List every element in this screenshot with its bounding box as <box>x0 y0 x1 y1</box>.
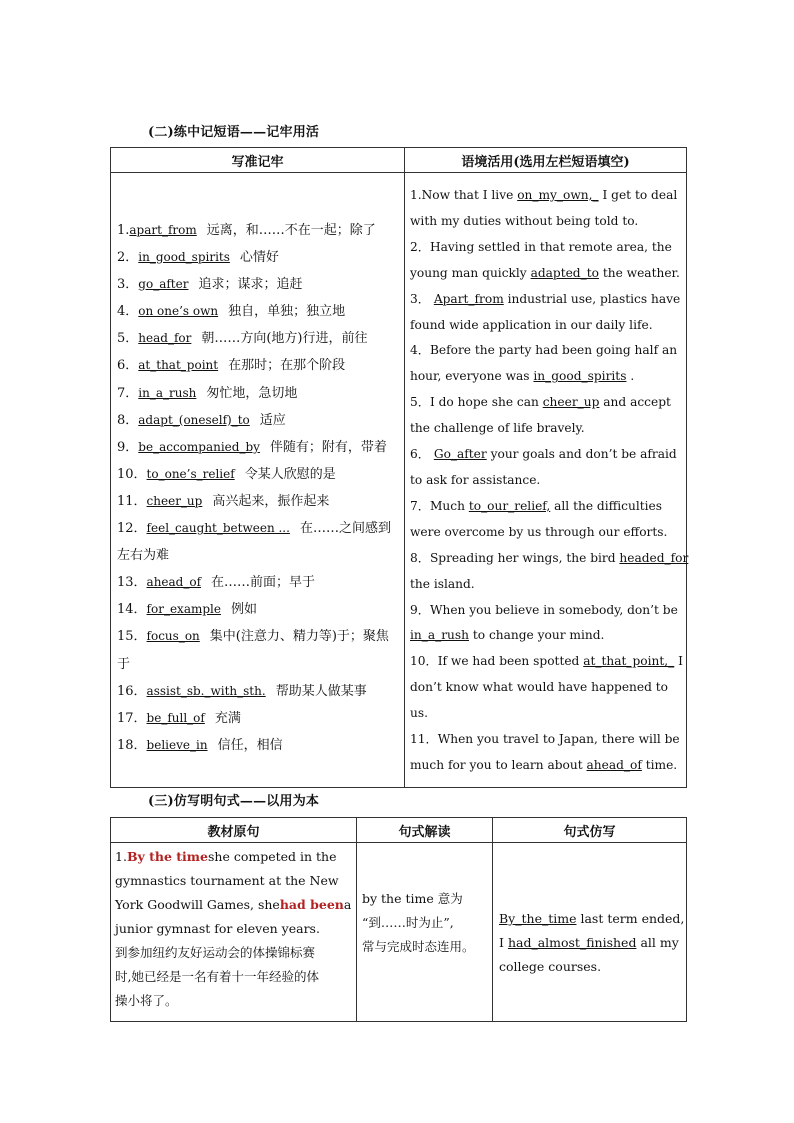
analysis-line: 常与完成时态连用。 <box>362 939 475 954</box>
context-line <box>410 313 682 339</box>
context-text: all the difficulties <box>554 498 663 513</box>
original-line <box>115 893 352 917</box>
original-line <box>115 941 352 965</box>
phrase-item <box>117 434 400 461</box>
original-sentence <box>111 843 357 1022</box>
context-line <box>410 727 682 753</box>
context-answer: to_our_relief, <box>468 498 551 513</box>
context-text: 10．If we had been spotted <box>410 654 580 669</box>
original-text: 时,她已经是一名有着十一年经验的体 <box>115 969 319 984</box>
context-line <box>410 494 682 520</box>
context-text: 1.Now that I live <box>410 188 514 202</box>
context-line <box>410 390 682 416</box>
phrase-item <box>117 488 400 515</box>
phrase-number: 15． <box>117 629 147 645</box>
context-line <box>410 235 682 261</box>
phrase-item <box>117 678 400 705</box>
phrase-item <box>117 623 400 650</box>
phrase-meaning: 令某人欣慰的是 <box>244 466 336 482</box>
context-line <box>410 364 682 390</box>
phrase-number: 17． <box>117 710 147 726</box>
phrase-item <box>117 569 400 596</box>
phrase-text: apart_from <box>129 223 197 237</box>
context-text: young man quickly <box>410 265 527 280</box>
sentence-table <box>110 817 687 1022</box>
phrase-text: cheer_up <box>146 493 203 508</box>
phrase-meaning: 例如 <box>230 602 257 618</box>
context-text: . <box>630 369 635 384</box>
context-answer: Go_after <box>433 447 487 462</box>
phrase-number: 9． <box>117 439 139 455</box>
context-text: 8．Spreading her wings, the bird <box>410 550 616 565</box>
phrase-item <box>117 542 400 569</box>
context-line <box>410 520 682 546</box>
phrase-item <box>117 461 400 488</box>
phrase-meaning: 帮助某人做某事 <box>275 683 367 699</box>
context-text: the weather. <box>602 265 680 280</box>
phrase-item <box>117 705 400 732</box>
original-text: 操小将了。 <box>115 993 178 1008</box>
context-answer: adapted_to <box>530 265 599 280</box>
original-text: 1. <box>115 849 127 864</box>
phrase-meaning: 在……前面；早于 <box>211 575 316 591</box>
original-text: junior gymnast for eleven years. <box>115 921 320 936</box>
context-text: were overcome by us through our efforts. <box>410 524 668 539</box>
original-text: 到参加纽约友好运动会的体操锦标赛 <box>115 945 316 960</box>
context-line <box>410 209 682 235</box>
header-pattern-analysis: 句式解读 <box>357 818 493 843</box>
phrase-text: adapt_(oneself)_to <box>138 412 250 427</box>
phrase-meaning: 远离，和……不在一起；除了 <box>206 223 376 238</box>
phrase-item <box>117 651 400 678</box>
phrase-meaning: 信任，相信 <box>217 737 283 753</box>
phrase-number: 1. <box>117 223 130 238</box>
phrase-meaning: 充满 <box>214 710 241 726</box>
highlight-text: By the time <box>126 849 208 864</box>
phrase-number: 8． <box>117 412 139 428</box>
phrase-meaning: 左右为难 <box>117 548 170 564</box>
phrase-meaning: 于 <box>117 656 131 672</box>
context-text: with my duties without being told to. <box>410 213 639 228</box>
phrase-item <box>117 244 400 271</box>
header-write-remember: 写准记牢 <box>111 148 405 173</box>
original-text: a <box>343 897 352 912</box>
phrase-number: 7． <box>117 385 139 401</box>
phrase-list <box>111 173 405 788</box>
imitation-line <box>499 931 684 955</box>
phrase-item <box>117 352 400 379</box>
phrase-number: 14． <box>117 602 147 618</box>
context-answer: in_good_spirits <box>533 369 627 384</box>
context-text: your goals and don’t be afraid <box>490 447 677 462</box>
phrase-number: 13． <box>117 575 147 591</box>
phrase-meaning: 匆忙地，急切地 <box>206 385 298 401</box>
context-text: I <box>678 654 683 669</box>
context-text: and accept <box>603 395 671 410</box>
phrase-number: 11． <box>117 493 147 509</box>
original-line <box>115 869 352 893</box>
context-line <box>410 623 682 649</box>
original-line <box>115 845 352 869</box>
context-text: to ask for assistance. <box>410 472 541 487</box>
highlight-text: had been <box>279 897 344 912</box>
phrase-text: on one’s own <box>138 304 219 319</box>
phrase-item <box>117 732 400 759</box>
context-line <box>410 572 682 598</box>
phrase-text: go_after <box>138 277 189 292</box>
imitation-text: last term ended, <box>580 911 685 926</box>
phrase-text: believe_in <box>146 737 208 752</box>
context-line <box>410 442 682 468</box>
phrase-text: in_a_rush <box>138 385 197 400</box>
phrase-text: assist_sb._with_sth. <box>146 683 266 698</box>
context-line <box>410 183 682 209</box>
context-text: 5．I do hope she can <box>410 395 539 410</box>
phrase-meaning: 心情好 <box>239 250 279 266</box>
section2-title: (二)练中记短语——记牢用活 <box>148 125 320 140</box>
phrase-item <box>117 325 400 352</box>
context-line <box>410 753 682 779</box>
context-line <box>410 649 682 675</box>
header-imitation: 句式仿写 <box>493 818 687 843</box>
original-line <box>115 989 352 1013</box>
phrase-meaning: 独自，单独；独立地 <box>228 304 346 320</box>
phrase-text: at_that_point <box>138 358 219 373</box>
context-text: to change your mind. <box>472 628 605 643</box>
context-line <box>410 287 682 313</box>
phrase-number: 3． <box>117 277 139 293</box>
context-text: 11．When you travel to Japan, there will be <box>410 732 680 747</box>
phrase-item <box>117 271 400 298</box>
context-text: 7．Much <box>410 498 465 513</box>
phrase-text: in_good_spirits <box>138 250 230 265</box>
original-text: gymnastics tournament at the New <box>115 873 339 888</box>
phrase-item <box>117 380 400 407</box>
phrase-number: 2． <box>117 250 139 266</box>
phrase-text: to_one’s_relief <box>146 466 235 481</box>
phrase-meaning: 追求；谋求；追赶 <box>198 277 303 293</box>
context-line <box>410 468 682 494</box>
phrase-meaning: 伴随有；附有，带着 <box>269 439 387 455</box>
context-text: 9．When you believe in somebody, don’t be <box>410 602 678 617</box>
original-line <box>115 917 352 941</box>
context-text: 3． <box>410 291 430 306</box>
phrase-number: 18． <box>117 737 147 753</box>
header-context-use: 语境活用(选用左栏短语填空) <box>405 148 687 173</box>
context-list <box>405 173 687 788</box>
phrase-number: 10． <box>117 466 147 482</box>
header-original-sentence: 教材原句 <box>111 818 357 843</box>
imitation-answer: By_the_time <box>499 911 577 926</box>
imitation-text: college courses. <box>499 959 602 974</box>
context-answer: cheer_up <box>542 395 600 410</box>
phrase-number: 4． <box>117 304 139 320</box>
context-line <box>410 546 689 572</box>
phrase-text: be_full_of <box>146 710 205 725</box>
section3-title: (三)仿写明句式——以用为本 <box>148 794 320 809</box>
context-line <box>410 675 682 701</box>
phrase-item <box>117 217 400 244</box>
context-answer: at_that_point,_ <box>583 654 675 669</box>
context-answer: in_a_rush <box>410 628 469 643</box>
context-answer: Apart_from <box>433 291 504 306</box>
context-text: the island. <box>410 576 475 591</box>
original-line <box>115 965 352 989</box>
phrase-meaning: 在那时；在那个阶段 <box>228 358 346 374</box>
context-line <box>410 338 682 364</box>
context-text: hour, everyone was <box>410 369 530 384</box>
phrase-text: focus_on <box>146 629 200 644</box>
context-line <box>410 416 682 442</box>
imitation-sentence <box>493 843 687 1022</box>
context-answer: ahead_of <box>586 757 642 772</box>
phrase-text: ahead_of <box>146 575 202 590</box>
imitation-text: I <box>499 935 504 950</box>
phrase-text: feel_caught_between ... <box>146 521 290 536</box>
imitation-line <box>499 907 684 931</box>
context-text: don’t know what would have happened to <box>410 680 669 695</box>
context-text: much for you to learn about <box>410 757 583 772</box>
context-line <box>410 598 682 624</box>
phrase-text: head_for <box>138 331 192 346</box>
phrase-number: 5． <box>117 331 139 347</box>
original-text: she competed in the <box>208 849 337 864</box>
phrase-item <box>117 298 400 325</box>
context-text: 2．Having settled in that remote area, the <box>410 239 672 254</box>
phrase-number: 12． <box>117 521 147 537</box>
context-line <box>410 261 682 287</box>
context-text: I get to deal <box>602 188 678 202</box>
original-text: York Goodwill Games, she <box>115 897 280 912</box>
phrase-meaning: 在……之间感到 <box>299 521 391 537</box>
context-answer: on_my_own,_ <box>517 188 599 202</box>
imitation-text: all my <box>640 935 679 950</box>
context-text: us. <box>410 706 428 721</box>
phrase-meaning: 朝……方向(地方)行进，前往 <box>201 331 368 347</box>
context-text: 4．Before the party had been going half an <box>410 343 678 358</box>
analysis-line: by the time 意为 <box>362 891 463 906</box>
context-text: the challenge of life bravely. <box>410 421 585 436</box>
analysis-line: “到……时为止”, <box>362 915 454 930</box>
context-text: time. <box>645 757 678 772</box>
phrase-meaning: 集中(注意力、精力等)于；聚焦 <box>209 629 389 645</box>
phrase-item <box>117 515 400 542</box>
context-line <box>410 701 682 727</box>
phrase-item <box>117 407 400 434</box>
phrase-number: 16． <box>117 683 147 699</box>
phrase-number: 6． <box>117 358 139 374</box>
phrase-text: for_example <box>146 602 221 617</box>
phrases-table <box>110 147 687 788</box>
context-answer: headed_for <box>619 550 689 565</box>
context-text: found wide application in our daily life. <box>410 317 653 332</box>
phrase-text: be_accompanied_by <box>138 439 260 454</box>
phrase-meaning: 适应 <box>259 412 286 428</box>
context-text: 6． <box>410 447 430 462</box>
phrase-meaning: 高兴起来，振作起来 <box>212 493 330 509</box>
pattern-analysis <box>357 843 493 1022</box>
imitation-line <box>499 955 684 979</box>
imitation-answer: had_almost_finished <box>507 935 637 950</box>
phrase-item <box>117 596 400 623</box>
context-text: industrial use, plastics have <box>507 291 681 306</box>
